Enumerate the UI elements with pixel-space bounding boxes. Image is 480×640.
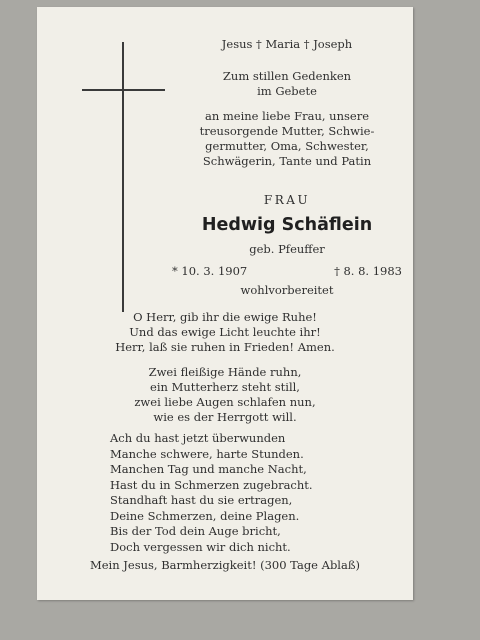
death-date: † 8. 8. 1983 bbox=[334, 264, 402, 278]
life-dates bbox=[172, 264, 402, 278]
footer-text: Mein Jesus, Barmherzigkeit! (300 Tage Ablaß) bbox=[89, 558, 361, 572]
birth-date: * 10. 3. 1907 bbox=[172, 264, 248, 278]
title-text: FRAU bbox=[263, 193, 311, 207]
memorial-line-2: im Gebete bbox=[257, 84, 317, 98]
memorial-line-1: Zum stillen Gedenken bbox=[222, 69, 352, 83]
prayer-line-2: Und das ewige Licht leuchte ihr! bbox=[129, 325, 321, 339]
memorial-card bbox=[37, 7, 413, 600]
prayer-line-1: O Herr, gib ihr die ewige Ruhe! bbox=[133, 310, 317, 324]
dedication-line-4: Schwägerin, Tante und Patin bbox=[202, 154, 372, 168]
verse2-line-8: Doch vergessen wir dich nicht. bbox=[110, 539, 291, 554]
dedication-line-2: treusorgende Mutter, Schwie- bbox=[199, 124, 375, 138]
verse2-line-5: Standhaft hast du sie ertragen, bbox=[110, 493, 293, 507]
verse2-line-1: Ach du hast jetzt überwunden bbox=[110, 431, 286, 445]
verse1-line-3: zwei liebe Augen schlafen nun, bbox=[134, 395, 316, 409]
deceased-name: Hedwig Schäflein bbox=[201, 215, 373, 235]
verse1-line-4: wie es der Herrgott will. bbox=[153, 410, 297, 424]
verse2 bbox=[110, 431, 380, 555]
verse2-line-3: Manchen Tag und manche Nacht, bbox=[110, 462, 307, 476]
cross-icon bbox=[122, 42, 124, 312]
verse2-line-7: Bis der Tod dein Auge bricht, bbox=[110, 524, 281, 538]
verse2-line-2: Manche schwere, harte Stunden. bbox=[110, 446, 304, 461]
dedication-line-3: germutter, Oma, Schwester, bbox=[205, 139, 369, 153]
cross-icon-bar bbox=[82, 89, 165, 91]
maiden-name: geb. Pfeuffer bbox=[249, 242, 325, 256]
verse1-line-2: ein Mutterherz steht still, bbox=[150, 380, 300, 394]
verse1-line-1: Zwei fleißige Hände ruhn, bbox=[148, 365, 302, 379]
verse2-line-4: Hast du in Schmerzen zugebracht. bbox=[110, 477, 313, 492]
prayer-line-3: Herr, laß sie ruhen in Frieden! Amen. bbox=[115, 340, 335, 354]
header-text: Jesus † Maria † Joseph bbox=[221, 37, 353, 51]
dedication-line-1: an meine liebe Frau, unsere bbox=[204, 109, 370, 123]
status-text: wohlvorbereitet bbox=[240, 283, 334, 297]
verse2-line-6: Deine Schmerzen, deine Plagen. bbox=[110, 508, 300, 523]
